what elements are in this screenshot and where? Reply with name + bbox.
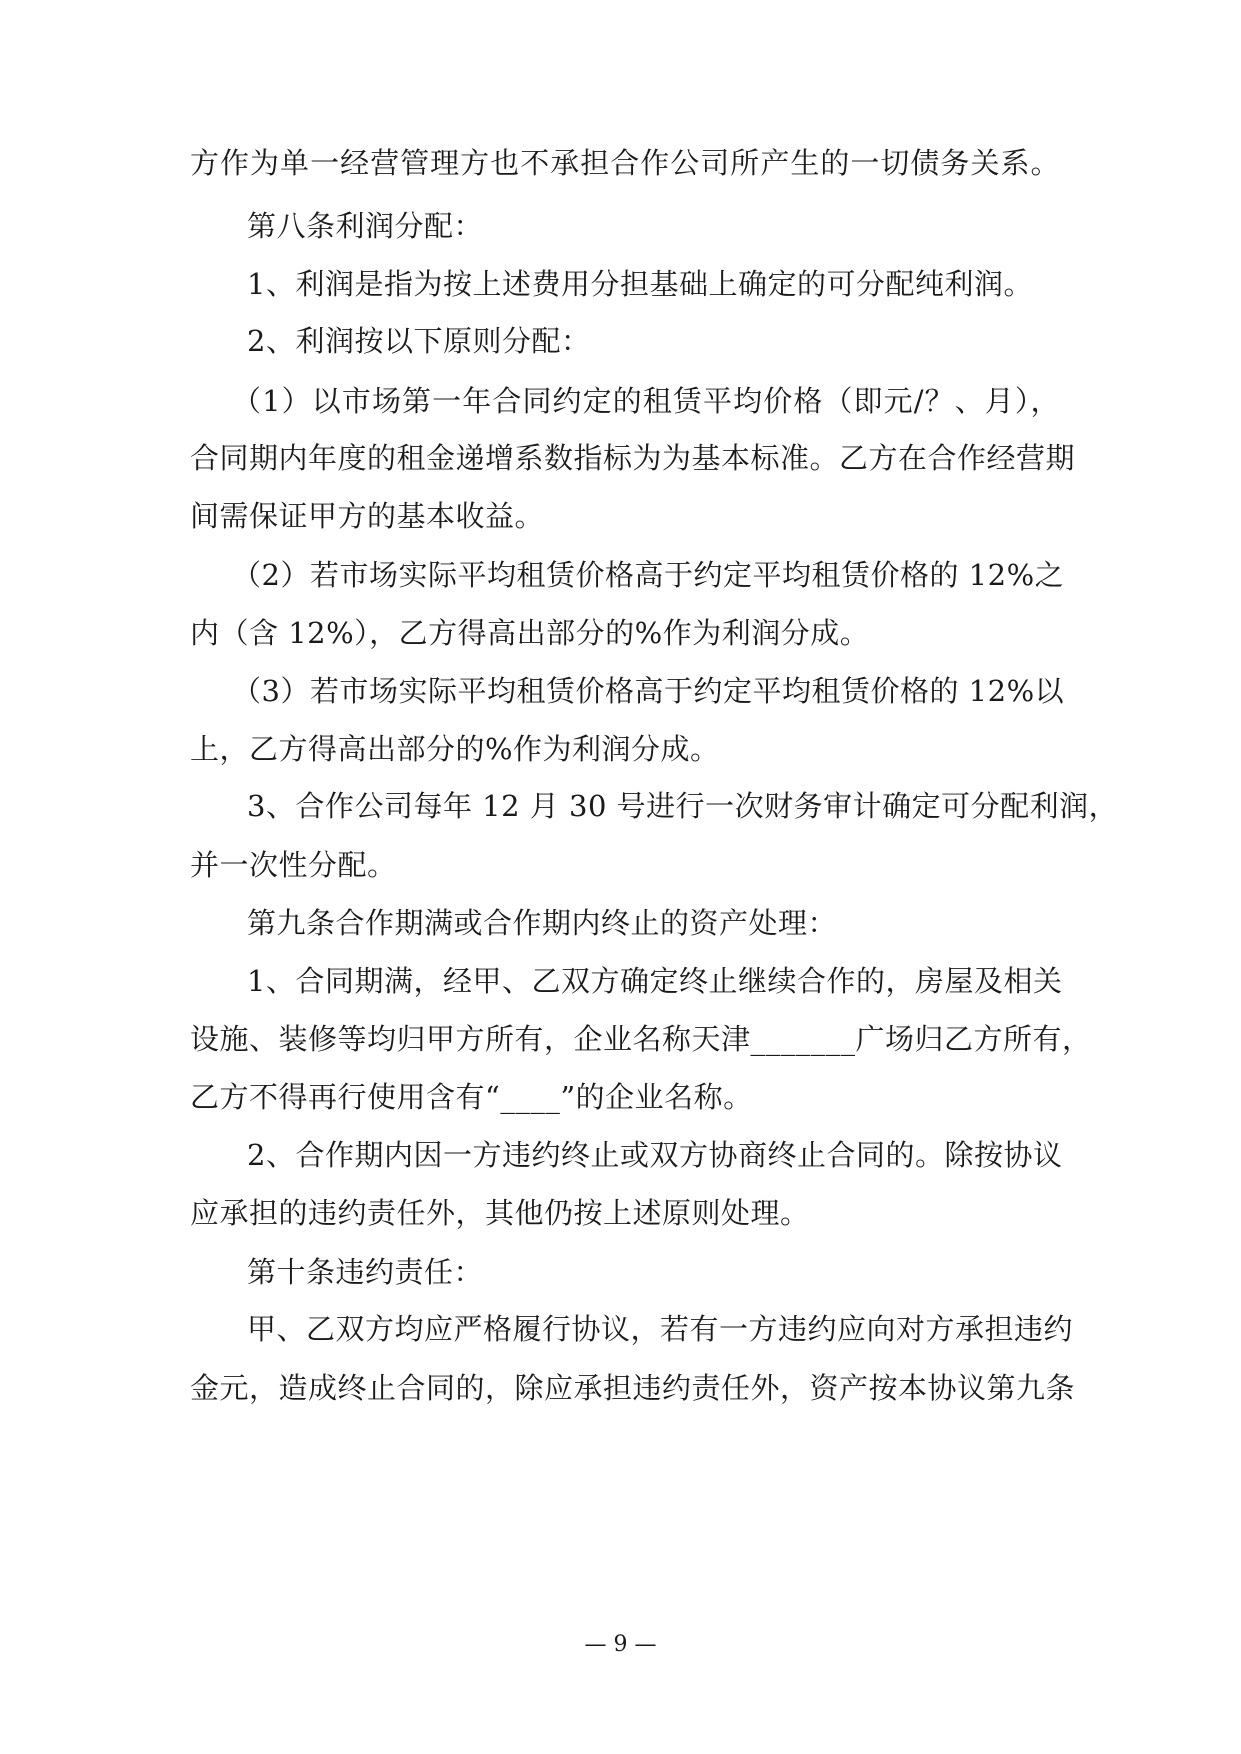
paragraph-line: 设施、装修等均归甲方所有，企业名称天津_______广场归乙方所有， xyxy=(190,1022,1092,1056)
paragraph-line: 3、合作公司每年 12 月 30 号进行一次财务审计确定可分配利润， xyxy=(247,789,1119,823)
paragraph-line: （1）以市场第一年合同约定的租赁平均价格（即元/？、月）， xyxy=(232,384,1060,418)
section-heading: 第九条合作期满或合作期内终止的资产处理： xyxy=(247,906,838,940)
paragraph-line: （3）若市场实际平均租赁价格高于约定平均租赁价格的 12%以 xyxy=(232,674,1065,708)
paragraph-line: （2）若市场实际平均租赁价格高于约定平均租赁价格的 12%之 xyxy=(232,558,1065,592)
paragraph-line: 并一次性分配。 xyxy=(190,848,397,882)
paragraph-line: 乙方不得再行使用含有“____”的企业名称。 xyxy=(190,1080,753,1114)
paragraph-line: 1、合同期满，经甲、乙双方确定终止继续合作的，房屋及相关 xyxy=(247,964,1063,998)
section-heading: 第八条利润分配： xyxy=(247,209,484,243)
paragraph-line: 间需保证甲方的基本收益。 xyxy=(190,499,545,533)
paragraph-line: 1、利润是指为按上述费用分担基础上确定的可分配纯利润。 xyxy=(247,267,1033,301)
section-heading: 第十条违约责任： xyxy=(247,1255,484,1289)
paragraph-line: 方作为单一经营管理方也不承担合作公司所产生的一切债务关系。 xyxy=(190,146,1060,180)
paragraph-line: 2、合作期内因一方违约终止或双方协商终止合同的。除按协议 xyxy=(247,1138,1063,1172)
paragraph-line: 合同期内年度的租金递增系数指标为为基本标准。乙方在合作经营期 xyxy=(190,441,1076,475)
page-number: — 9 — xyxy=(584,1632,657,1657)
paragraph-line: 金元，造成终止合同的，除应承担违约责任外，资产按本协议第九条 xyxy=(190,1371,1076,1405)
paragraph-line: 应承担的违约责任外，其他仍按上述原则处理。 xyxy=(190,1196,810,1230)
paragraph-line: 甲、乙双方均应严格履行协议，若有一方违约应向对方承担违约 xyxy=(247,1312,1074,1346)
paragraph-line: 上，乙方得高出部分的%作为利润分成。 xyxy=(190,732,720,766)
paragraph-line: 2、利润按以下原则分配： xyxy=(247,324,591,358)
paragraph-line: 内（含 12%），乙方得高出部分的%作为利润分成。 xyxy=(190,616,870,650)
